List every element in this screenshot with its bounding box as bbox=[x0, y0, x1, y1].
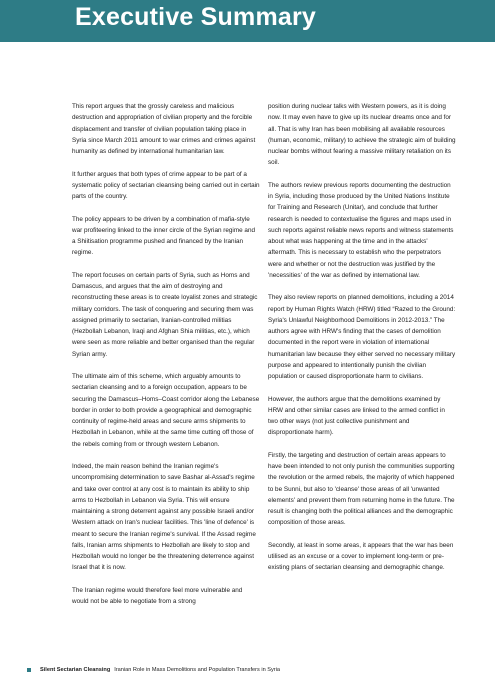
footer bbox=[27, 665, 280, 675]
paragraph: position during nuclear talks with Western powers, as it is doing now. It may even have to give up its nuclear dreams once and for all. That is why Iran has been mobilising all available resources (human, economic, military) to achieve the strategic aim of building nuclear bombs without fearing a massive military retaliation on its soil. bbox=[268, 103, 456, 167]
header-band bbox=[0, 0, 495, 42]
paragraph: The authors review previous reports documenting the destruction in Syria, including those produced by the United Nations Institute for Training and Research (Unitar), and conclude that further research is needed to contextualise the figures and maps used in such reports against reliable news reports and witness statements about what was happening at the time and in the attacks' aftermath. This is necessary to establish who the perpetrators were and whether or not the destruction was justified by the 'necessities' of the war as defined by international law. bbox=[268, 181, 454, 279]
paragraph: However, the authors argue that the demolitions examined by HRW and other similar cases are linked to the armed conflict in two other ways (not just collective punishment and disproportionate harm). bbox=[268, 395, 445, 437]
paragraph: The ultimate aim of this scheme, which arguably amounts to sectarian cleansing and to a foreign occupation, appears to be securing the Damascus–Homs–Coast corridor along the Lebanese border in order to both provide a geographical and demographic continuity of regime-held areas and secure arms shipments to Hezbollah in Lebanon, while at the same time cutting off those of the rebels coming from or through western Lebanon. bbox=[72, 373, 260, 448]
footer-report-subtitle: Iranian Role in Mass Demolitions and Population Transfers in Syria bbox=[114, 667, 280, 673]
footer-report-title: Silent Sectarian Cleansing bbox=[40, 667, 111, 673]
paragraph: The Iranian regime would therefore feel more vulnerable and would not be able to negotiate from a strong bbox=[72, 586, 243, 605]
paragraph: The policy appears to be driven by a combination of mafia-style war profiteering linked to the inner circle of the Syrian regime and a Shiitisation programme pushed and financed by the Iranian regime. bbox=[72, 215, 256, 257]
left-column bbox=[72, 101, 260, 607]
paragraph: They also review reports on planned demolitions, including a 2014 report by Human Rights Watch (HRW) titled “Razed to the Ground: Syria's Unlawful Neighborhood Demolitions in 2012-2013.” The authors agree with HRW's finding that the cases of demolition documented in the report were in violation of international humanitarian law because they either served no necessary military purpose and appeared to intentionally punish the civilian population or caused disproportionate harm to civilians. bbox=[268, 294, 456, 380]
page-title: Executive Summary bbox=[75, 3, 317, 31]
right-column bbox=[268, 101, 456, 574]
paragraph: Indeed, the main reason behind the Iranian regime's uncompromising determination to save Bashar al-Assad's regime and take over control at any cost is to maintain its ability to ship arms to Hezbollah in Lebanon via Syria. This will ensure maintaining a strong deterrent against any possible Israeli and/or Western attack on Iran's nuclear facilities. This 'line of defence' is meant to secure the Iranian regime's survival. If the Assad regime falls, Iranian arms shipments to Hezbollah are likely to stop and Hezbollah would no longer be the threatening deterrence against Israel that it is now. bbox=[72, 463, 256, 572]
paragraph: It further argues that both types of crime appear to be part of a systematic policy of sectarian cleansing being carried out in certain parts of the country. bbox=[72, 170, 260, 200]
paragraph: This report argues that the grossly careless and malicious destruction and appropriation of civilian property and the forcible displacement and transfer of civilian population taking place in Syria since March 2011 amount to war crimes and crimes against humanity as defined by international humanitarian law. bbox=[72, 103, 256, 155]
paragraph: Secondly, at least in some areas, it appears that the war has been utilised as an excuse or a cover to implement long-term or pre-existing plans of sectarian cleansing and demographic change. bbox=[268, 541, 454, 572]
paragraph: Firstly, the targeting and destruction of certain areas appears to have been intended to not only punish the communities supporting the revolution or the armed rebels, the majority of which happened to be Sunni, but also to 'cleanse' those areas of all 'unwanted elements' and prevent them from returning home in the future. The result is changing both the political alliances and the demographic composition of those areas. bbox=[268, 451, 455, 527]
paragraph: The report focuses on certain parts of Syria, such as Homs and Damascus, and argues that the aim of destroying and reconstructing these areas is to create loyalist zones and strategic military corridors. The task of conquering and securing them was assigned primarily to sectarian, Iranian-controlled militias (Hezbollah Lebanon, Iraqi and Afghan Shia militias, etc.), which were seen as more reliable and better organised than the regular Syrian army. bbox=[72, 271, 258, 358]
page-number-marker bbox=[27, 668, 31, 672]
